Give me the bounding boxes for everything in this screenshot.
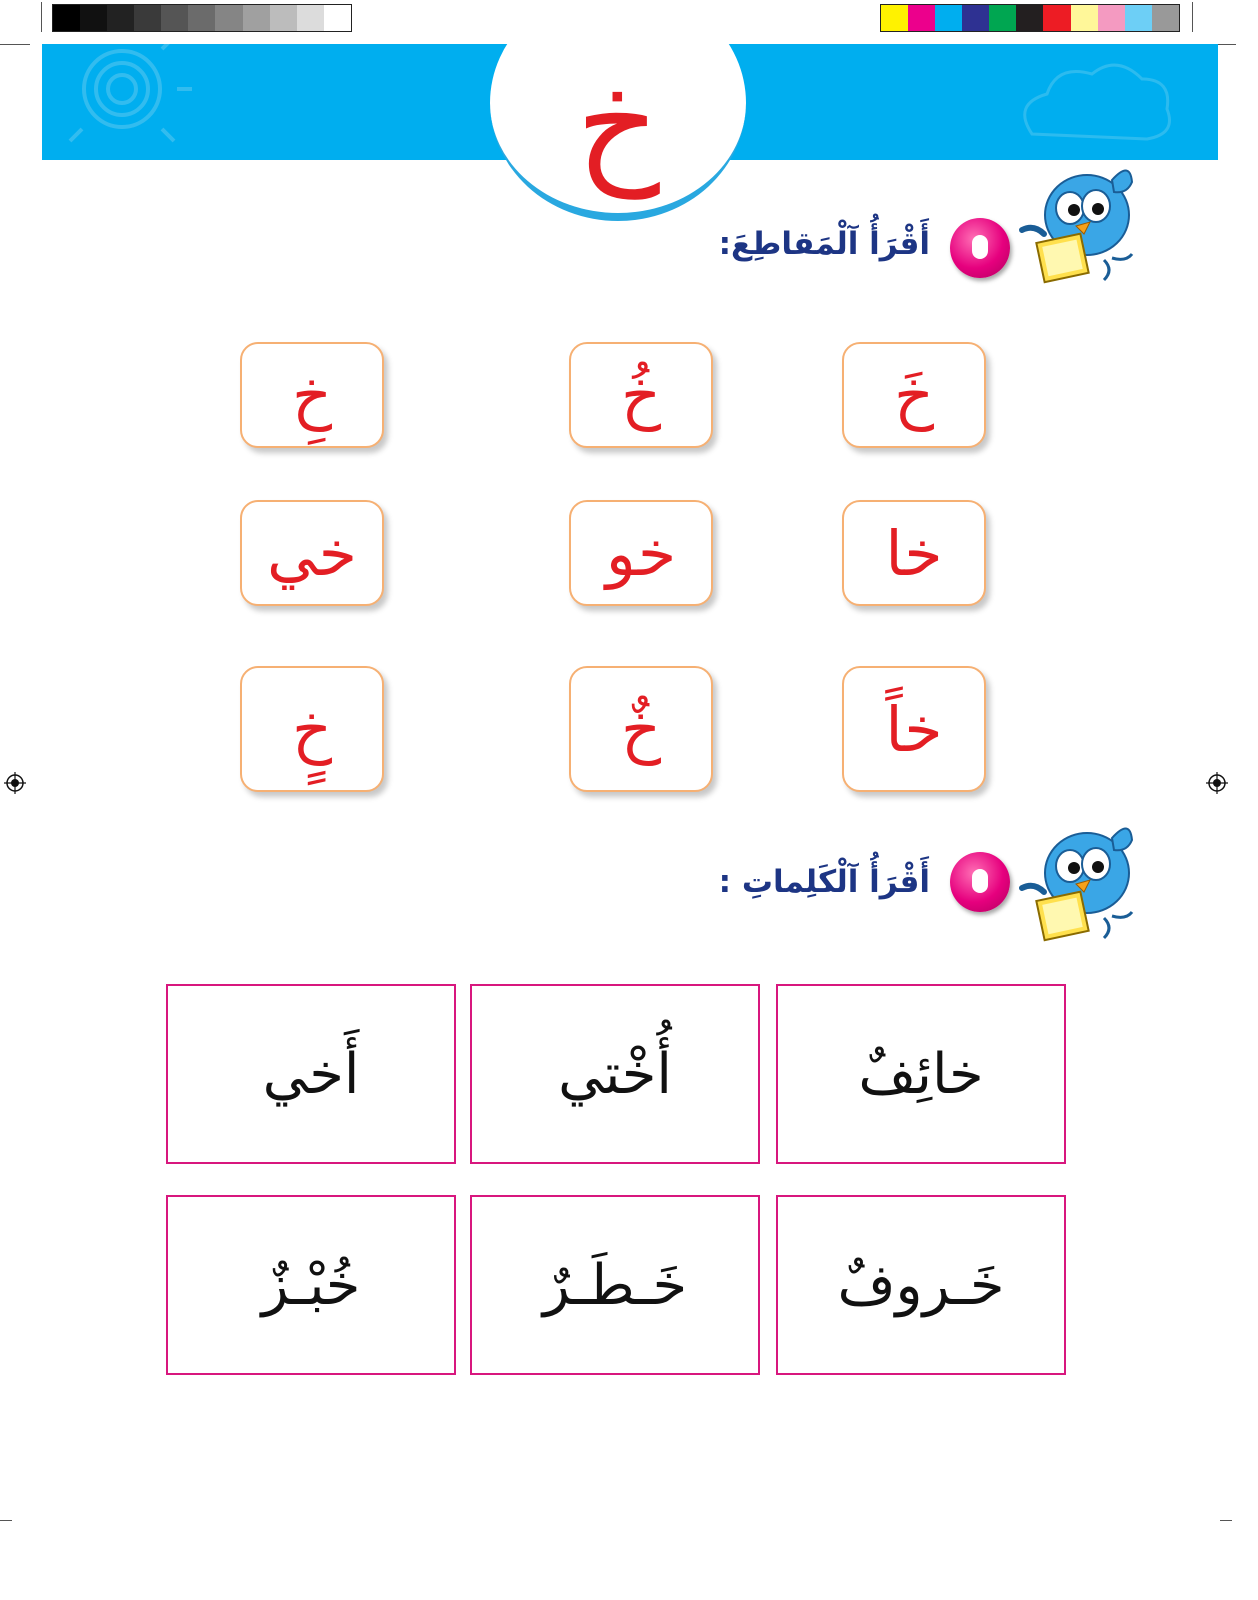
- color-swatch: [908, 5, 935, 31]
- section-title-words: أَقْرَأُ آلْكَلِماتِ :: [718, 864, 930, 900]
- color-swatch: [270, 5, 297, 31]
- color-swatch: [188, 5, 215, 31]
- color-swatch: [243, 5, 270, 31]
- section-title-syllables: أَقْرَأُ آلْمَقاطِعَ:: [718, 226, 930, 262]
- color-swatch: [53, 5, 80, 31]
- color-swatch: [161, 5, 188, 31]
- bird-mascot-icon: [1012, 160, 1142, 285]
- color-swatch: [989, 5, 1016, 31]
- word-card: أُخْتي: [470, 984, 760, 1164]
- crop-mark: [1220, 1520, 1232, 1521]
- bird-mascot-icon: [1012, 818, 1142, 943]
- registration-mark-icon: [4, 772, 26, 794]
- color-swatch: [324, 5, 351, 31]
- syllable-card: خٍ: [240, 666, 384, 792]
- syllable-card: خاً: [842, 666, 986, 792]
- color-swatch: [80, 5, 107, 31]
- cloud-decoration-icon: [1025, 65, 1170, 139]
- grayscale-color-bar: [52, 4, 352, 32]
- syllable-card: خٌ: [569, 666, 713, 792]
- pink-bullet-icon: [950, 852, 1010, 912]
- word-card: أَخي: [166, 984, 456, 1164]
- color-swatch: [215, 5, 242, 31]
- header-letter: خ: [576, 47, 660, 199]
- word-card: خُبْـزٌ: [166, 1195, 456, 1375]
- color-swatch: [297, 5, 324, 31]
- syllable-card: خِ: [240, 342, 384, 448]
- syllable-card: خو: [569, 500, 713, 606]
- word-card: خَـطَـرٌ: [470, 1195, 760, 1375]
- syllable-card: خُ: [569, 342, 713, 448]
- syllable-card: خَ: [842, 342, 986, 448]
- color-swatch: [881, 5, 908, 31]
- registration-mark-icon: [1206, 772, 1228, 794]
- word-card: خائِفٌ: [776, 984, 1066, 1164]
- pink-bullet-icon: [950, 218, 1010, 278]
- color-swatch: [1043, 5, 1070, 31]
- color-swatch: [935, 5, 962, 31]
- crop-mark: [41, 2, 42, 32]
- color-swatch: [134, 5, 161, 31]
- crop-mark: [1192, 2, 1193, 32]
- color-swatch: [1125, 5, 1152, 31]
- color-swatch: [1152, 5, 1179, 31]
- process-color-bar: [880, 4, 1180, 32]
- syllable-card: خا: [842, 500, 986, 606]
- color-swatch: [107, 5, 134, 31]
- color-swatch: [1071, 5, 1098, 31]
- color-swatch: [1016, 5, 1043, 31]
- crop-mark: [0, 1520, 12, 1521]
- crop-mark: [0, 44, 30, 45]
- syllable-card: خي: [240, 500, 384, 606]
- color-swatch: [962, 5, 989, 31]
- word-card: خَـروفٌ: [776, 1195, 1066, 1375]
- color-swatch: [1098, 5, 1125, 31]
